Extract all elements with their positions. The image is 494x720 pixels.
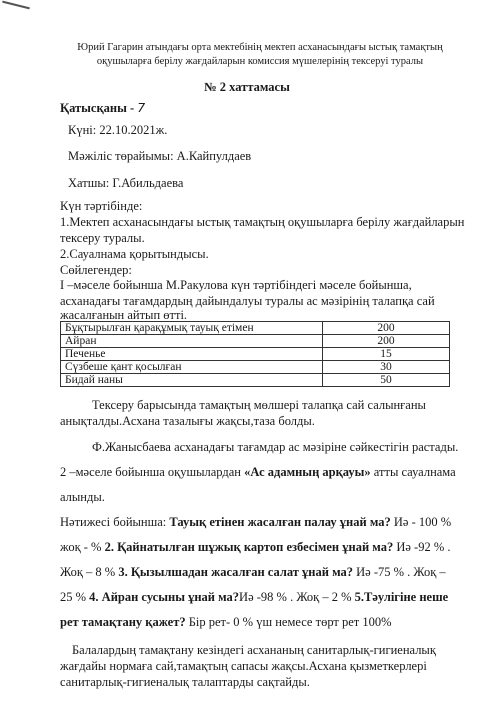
agenda-item-1-cont: тексеру туралы. [60, 231, 145, 245]
check-paragraph-cont: анықталды.Асхана тазалығы жақсы,таза болды. [60, 414, 315, 428]
date-line: Күні: 22.10.2021ж. [68, 123, 168, 137]
answer-4: Иә -98 % . Жоқ – 2 % [239, 590, 355, 604]
survey-line [60, 465, 456, 480]
scan-mark [2, 1, 30, 10]
products-table [60, 321, 450, 387]
conclusion-paragraph: Балалардың тамақтану кезіндегі асхананың санитарлық-гигиеналық [72, 643, 436, 657]
attendees-label: Қатысқаны - [60, 101, 135, 115]
results-line-2 [60, 540, 450, 555]
menu-confirmation: Ф.Жанысбаева асханадағы тағамдар ас мәзіріне сәйкестігін растады. [92, 440, 459, 454]
answer-3: Иә -75 % . Жоқ – [353, 565, 446, 579]
check-paragraph: Тексеру барысында тамақтың мөлшері талапқа сай салынғаны [92, 398, 426, 412]
secretary-line: Хатшы: Г.Абильдаева [68, 176, 184, 190]
conclusion-paragraph-end: санитарлық-гигиеналық талаптарды сақтайды. [60, 675, 310, 689]
question-5-cont: рет тамақтану қажет? [60, 615, 186, 629]
speech-1-end: жасалғанын айтып өтті. [60, 308, 188, 322]
survey-suffix: атты сауалнама [370, 465, 456, 479]
product-name: Бұқтырылған қарақұмық тауық етімен [61, 322, 323, 335]
survey-intro: 2 –мәселе бойынша оқушылардан [60, 465, 245, 479]
agenda-item-1: 1.Мектеп асханасындағы ыстық тамақтың оқушыларға берілу жағдайларын [60, 215, 465, 229]
product-amount: 30 [323, 361, 450, 374]
product-amount: 200 [323, 335, 450, 348]
product-amount: 200 [323, 322, 450, 335]
attendees-count: 7 [137, 100, 146, 115]
question-2: 2. Қайнатылған шұжық картоп езбесімен ұнай ма? [104, 540, 394, 554]
question-3: 3. Қызылшадан жасалған салат ұнай ма? [118, 565, 353, 579]
product-name: Бидай наны [61, 374, 323, 387]
document-header: Юрий Гагарин атындағы орта мектебінің мектеп асханасындағы ыстық тамақтың оқушыларға берілу жағдайларын комиссия мүшелерінің тексеруі туралы [77, 42, 443, 67]
attendees-line [60, 100, 145, 116]
speech-1-cont: асханадағы тағамдардың дайындалуы туралы ас мәзірінің талапқа сай [60, 294, 435, 308]
product-amount: 15 [323, 348, 450, 361]
survey-name: «Ас адамның арқауы» [244, 465, 371, 479]
table-row [61, 335, 450, 348]
results-line-3 [60, 565, 446, 580]
product-name: Сүзбеше қант қосылған [61, 361, 323, 374]
answer-3-no: 25 % [60, 590, 90, 604]
conclusion-paragraph-cont: жағдайы нормаға сай,тамақтың сапасы жақсы.Асхана қызметкерлері [60, 659, 427, 673]
question-1: Тауық етінен жасалған палау ұнай ма? [169, 515, 391, 529]
results-label: Нәтижесі бойынша: [60, 515, 170, 529]
table-row [61, 374, 450, 387]
answer-1: Иә - 100 % [390, 515, 452, 529]
product-amount: 50 [323, 374, 450, 387]
table-row [61, 361, 450, 374]
results-line-5 [60, 615, 392, 630]
answer-1-no: жоқ - % [60, 540, 105, 554]
speech-1: І –мәселе бойынша М.Ракулова күн тәртібіндегі мәселе бойынша, [60, 278, 412, 292]
agenda-title: Күн тәртібінде: [60, 199, 143, 213]
answer-2: Иә -92 % . [393, 540, 451, 554]
answer-5: Бір рет- 0 % үш немесе төрт рет 100% [185, 615, 392, 629]
product-name: Печенье [61, 348, 323, 361]
question-4: 4. Айран сусыны ұнай ма? [89, 590, 240, 604]
answer-2-no: Жоқ – 8 % [60, 565, 119, 579]
document-title: № 2 хаттамасы [204, 80, 290, 94]
agenda-item-2: 2.Сауалнама қорытындысы. [60, 247, 209, 261]
product-name: Айран [61, 335, 323, 348]
table-row [61, 348, 450, 361]
speakers-title: Сөйлегендер: [60, 263, 132, 277]
chair-line: Мәжіліс төрайымы: А.Кайпулдаев [68, 149, 252, 163]
question-5: 5.Тәулігіне неше [354, 590, 449, 604]
results-line-1 [60, 515, 451, 530]
results-line-4 [60, 590, 448, 605]
table-row [61, 322, 450, 335]
survey-line-end: алынды. [60, 490, 105, 504]
